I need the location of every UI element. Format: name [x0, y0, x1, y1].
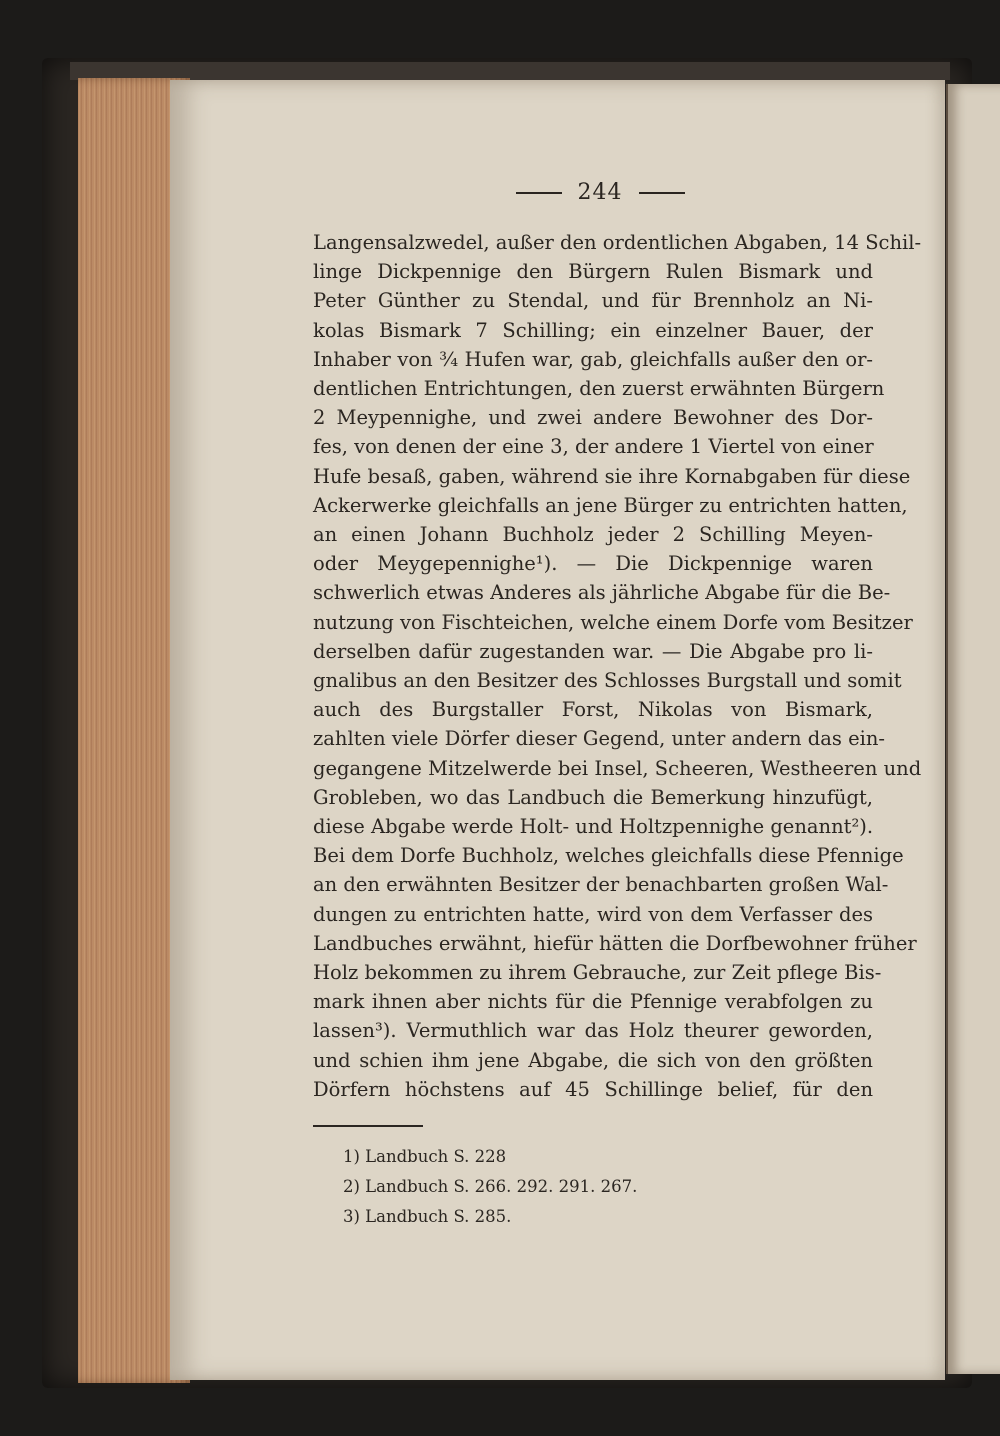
- text-line: Holz bekommen zu ihrem Gebrauche, zur Zeit pflege Bis-: [313, 961, 882, 985]
- text-line: Hufe besaß, gaben, während sie ihre Kornabgaben für diese: [313, 464, 911, 488]
- text-line: Dörfern höchstens auf 45 Schillinge belief, für den: [313, 1077, 873, 1101]
- text-line: nutzung von Fischteichen, welche einem Dorfe vom Besitzer: [313, 610, 913, 634]
- text-line: an einen Johann Buchholz jeder 2 Schilling Meyen-: [313, 523, 873, 547]
- footnote-separator: [313, 1125, 423, 1127]
- text-line: diese Abgabe werde Holt- und Holtzpennighe genannt²).: [313, 815, 874, 839]
- text-line: dentlichen Entrichtungen, den zuerst erwähnten Bürgern: [313, 377, 885, 401]
- text-line: gnalibus an den Besitzer des Schlosses Burgstall und somit: [313, 669, 902, 693]
- text-line: schwerlich etwas Anderes als jährliche Abgabe für die Be-: [313, 581, 891, 605]
- text-line: fes, von denen der eine 3, der andere 1 Viertel von einer: [313, 435, 874, 459]
- text-line: Landbuches erwähnt, hiefür hätten die Dorfbewohner früher: [313, 931, 917, 955]
- footnotes: [343, 1142, 803, 1232]
- footnote-1: 1) Landbuch S. 228: [343, 1147, 507, 1166]
- text-line: und schien ihm jene Abgabe, die sich von den größten: [313, 1048, 873, 1072]
- page-number: 244: [577, 180, 623, 205]
- text-line: Langensalzwedel, außer den ordentlichen Abgaben, 14 Schil-: [313, 231, 922, 254]
- text-line: oder Meygepennighe¹). — Die Dickpennige waren: [313, 552, 873, 576]
- text-line: derselben dafür zugestanden war. — Die Abgabe pro li-: [313, 639, 873, 663]
- text-line: lassen³). Vermuthlich war das Holz theurer geworden,: [313, 1019, 873, 1043]
- body-text: [313, 228, 922, 1104]
- book-cover-top-edge: [70, 62, 950, 80]
- text-line: an den erwähnten Besitzer der benachbarten großen Wal-: [313, 873, 889, 897]
- text-line: kolas Bismark 7 Schilling; ein einzelner Bauer, der: [313, 318, 873, 342]
- text-line: dungen zu entrichten hatte, wird von dem Verfasser des: [313, 902, 873, 926]
- text-line: Grobleben, wo das Landbuch die Bemerkung hinzufügt,: [313, 785, 873, 809]
- text-line: Peter Günther zu Stendal, und für Brennholz an Ni-: [313, 289, 873, 313]
- page-header: [490, 180, 710, 205]
- text-line: linge Dickpennige den Bürgern Rulen Bismark und: [313, 260, 873, 284]
- facing-page-edge: [946, 84, 1000, 1374]
- text-line: auch des Burgstaller Forst, Nikolas von Bismark,: [313, 698, 873, 722]
- header-rule-left: [516, 192, 562, 194]
- text-line: gegangene Mitzelwerde bei Insel, Scheeren, Westheeren und: [313, 756, 922, 780]
- header-rule-right: [639, 192, 685, 194]
- footnote-2: 2) Landbuch S. 266. 292. 291. 267.: [343, 1177, 638, 1196]
- text-line: Bei dem Dorfe Buchholz, welches gleichfalls diese Pfennige: [313, 844, 904, 868]
- text-line: zahlten viele Dörfer dieser Gegend, unter andern das ein-: [313, 727, 886, 751]
- footnote-3: 3) Landbuch S. 285.: [343, 1207, 512, 1226]
- text-line: Inhaber von ¾ Hufen war, gab, gleichfalls außer den or-: [313, 347, 873, 371]
- text-line: 2 Meypennighe, und zwei andere Bewohner des Dor-: [313, 406, 873, 430]
- text-line: mark ihnen aber nichts für die Pfennige verabfolgen zu: [313, 990, 873, 1014]
- text-line: Ackerwerke gleichfalls an jene Bürger zu entrichten hatten,: [313, 493, 908, 517]
